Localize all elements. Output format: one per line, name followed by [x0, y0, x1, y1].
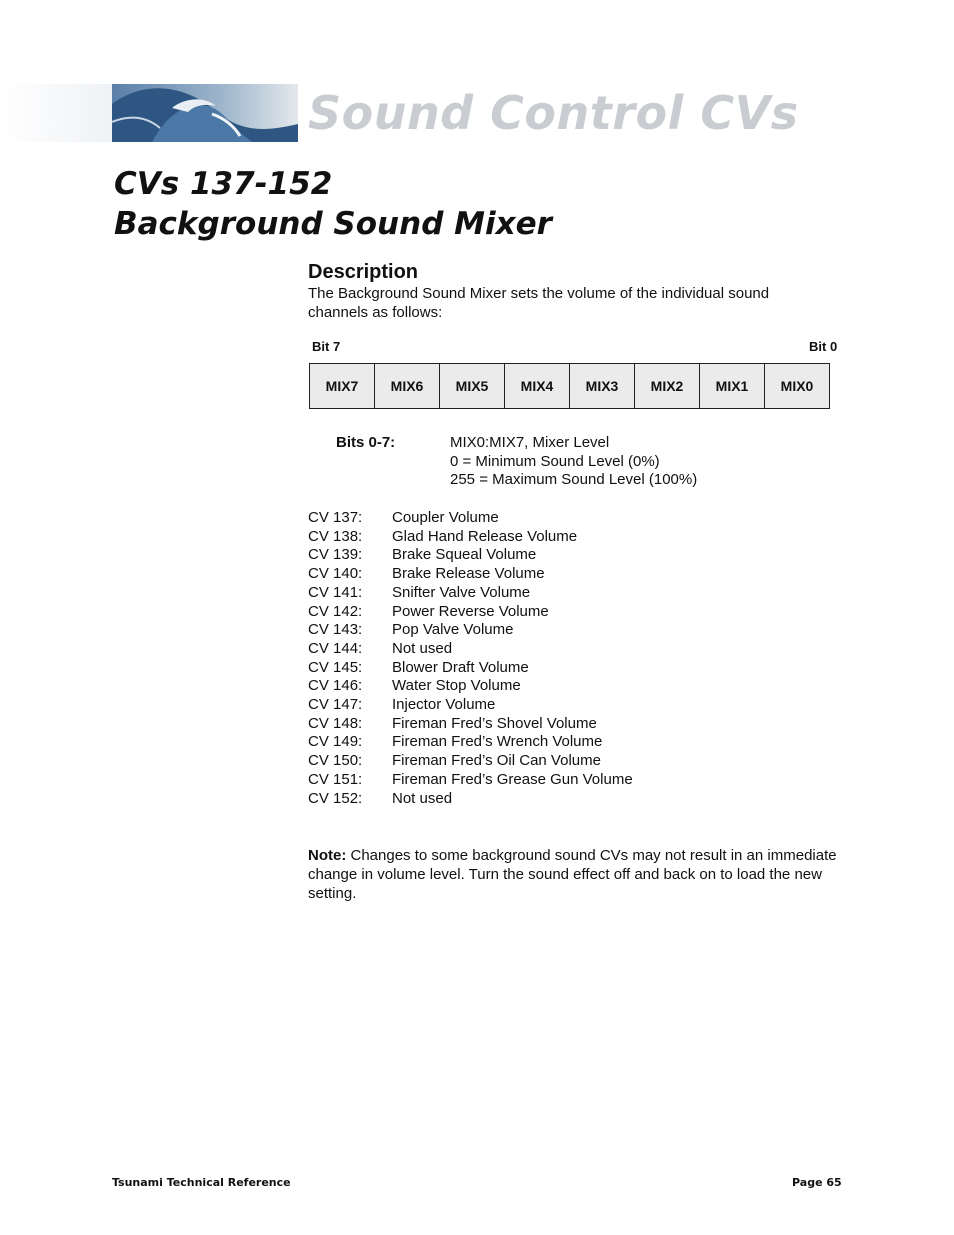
banner-fade: [0, 84, 118, 142]
bit-cell-mix5: MIX5: [440, 364, 505, 409]
cv-number: CV 145:: [308, 658, 363, 676]
cv-description: Blower Draft Volume: [392, 658, 529, 676]
cv-description: Not used: [392, 639, 453, 657]
cv-list-item: [308, 546, 633, 565]
footer-document-title: Tsunami Technical Reference: [112, 1176, 291, 1189]
section-title: Sound Control CVs: [308, 86, 799, 140]
wave-graphic: [112, 84, 298, 142]
description-text: The Background Sound Mixer sets the volume of the individual sound channels as follows:: [308, 285, 770, 321]
bit-cell-mix6: MIX6: [375, 364, 440, 409]
cv-description: Fireman Fred’s Grease Gun Volume: [392, 770, 633, 788]
bit-cell-mix4: MIX4: [505, 364, 570, 409]
cv-list-item: [308, 565, 633, 584]
page-title-line1: CVs 137-152: [114, 166, 333, 202]
bit-cell-mix7: MIX7: [310, 364, 375, 409]
cv-list-item: [308, 509, 633, 528]
bit-table: [309, 363, 830, 409]
cv-list-item: [308, 733, 633, 752]
note-paragraph: [308, 846, 838, 903]
bit-cell-mix0: MIX0: [765, 364, 830, 409]
cv-list-item: [308, 659, 633, 678]
cv-description: Fireman Fred’s Oil Can Volume: [392, 752, 601, 770]
cv-number: CV 150:: [308, 752, 363, 770]
bits-definition-line: 255 = Maximum Sound Level (100%): [450, 471, 698, 488]
bits-definition-line: 0 = Minimum Sound Level (0%): [450, 452, 660, 470]
cv-description: Injector Volume: [392, 696, 496, 714]
cv-description: Water Stop Volume: [392, 677, 521, 695]
cv-description: Fireman Fred’s Wrench Volume: [392, 733, 603, 751]
cv-number: CV 151:: [308, 770, 363, 788]
cv-number: CV 144:: [308, 639, 363, 657]
bit-cell-mix2: MIX2: [635, 364, 700, 409]
cv-number: CV 140:: [308, 565, 363, 583]
cv-description: Brake Squeal Volume: [392, 546, 537, 564]
cv-number: CV 147:: [308, 696, 363, 714]
cv-list-item: [308, 640, 633, 659]
cv-list-item: [308, 528, 633, 547]
note-label: Note:: [308, 847, 347, 864]
cv-description: Fireman Fred’s Shovel Volume: [392, 714, 597, 732]
cv-description: Snifter Valve Volume: [392, 583, 531, 601]
cv-description: Brake Release Volume: [392, 565, 545, 583]
cv-number: CV 139:: [308, 546, 363, 564]
cv-list-item: [308, 771, 633, 790]
bit0-label: Bit 0: [809, 339, 838, 354]
note-text: Changes to some background sound CVs may not result in an immediate change in volume level. Turn the sound effect off and back on to load the new setting.: [308, 847, 837, 902]
cv-list: [308, 509, 633, 808]
description-heading: Description: [308, 261, 419, 283]
footer-page-number: Page 65: [792, 1176, 842, 1189]
page-title: [114, 164, 552, 244]
cv-list-item: [308, 696, 633, 715]
cv-description: Power Reverse Volume: [392, 602, 549, 620]
cv-number: CV 149:: [308, 733, 363, 751]
cv-number: CV 146:: [308, 677, 363, 695]
cv-number: CV 148:: [308, 714, 363, 732]
bit-table-row: [310, 364, 830, 409]
bits-definition: [450, 434, 697, 490]
cv-list-item: [308, 715, 633, 734]
cv-number: CV 137:: [308, 509, 363, 526]
cv-description: Coupler Volume: [392, 509, 499, 526]
bit-cell-mix3: MIX3: [570, 364, 635, 409]
cv-description: Not used: [392, 789, 453, 807]
cv-list-item: [308, 603, 633, 622]
cv-list-item: [308, 790, 633, 809]
cv-list-item: [308, 584, 633, 603]
cv-description: Glad Hand Release Volume: [392, 527, 578, 545]
bit-cell-mix1: MIX1: [700, 364, 765, 409]
bit7-label: Bit 7: [312, 339, 341, 354]
wave-logo-image: [112, 84, 298, 142]
cv-list-item: [308, 677, 633, 696]
cv-list-item: [308, 752, 633, 771]
cv-number: CV 141:: [308, 583, 363, 601]
bits-definition-line: MIX0:MIX7, Mixer Level: [450, 434, 610, 451]
cv-list-item: [308, 621, 633, 640]
bits-definition-label: Bits 0-7:: [336, 434, 396, 451]
cv-number: CV 143:: [308, 621, 363, 639]
cv-number: CV 152:: [308, 789, 363, 807]
cv-number: CV 142:: [308, 602, 363, 620]
cv-number: CV 138:: [308, 527, 363, 545]
cv-description: Pop Valve Volume: [392, 621, 514, 639]
page-title-line2: Background Sound Mixer: [114, 206, 552, 242]
